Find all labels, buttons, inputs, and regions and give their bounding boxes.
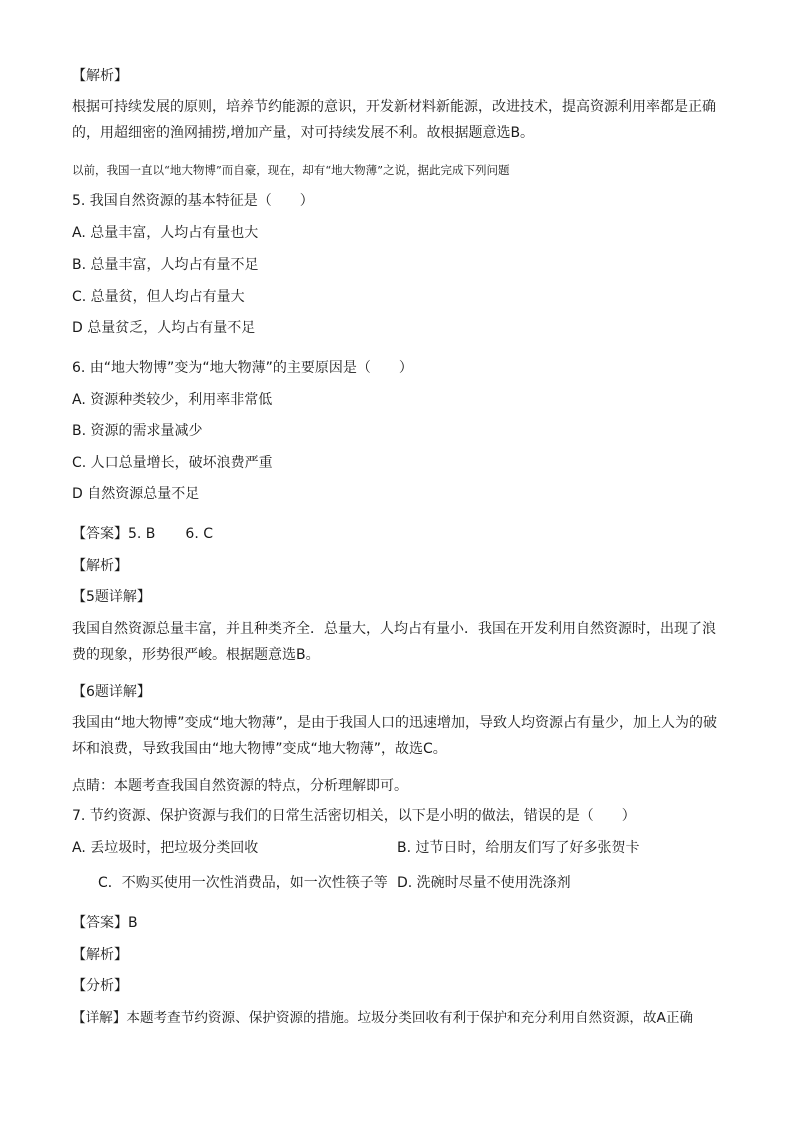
detail-5-paragraph: 我国自然资源总量丰富，并且种类齐全．总量大，人均占有量小．我国在开发利用自然资源时，出现了浪费的现象，形势很严峻。根据题意选B。 — [72, 621, 716, 663]
detail-6-heading: 【6题详解】 — [72, 684, 151, 700]
answer-5: 5. B — [128, 526, 156, 542]
detail-5-heading: 【5题详解】 — [72, 589, 151, 605]
question-5-option-a: A. 总量丰富，人均占有量也大 — [72, 225, 259, 241]
question-6-option-c: C. 人口总量增长，破坏浪费严重 — [72, 455, 273, 471]
question-5-stem: 5. 我国自然资源的基本特征是（ ） — [72, 193, 314, 209]
analysis-paragraph: 根据可持续发展的原则，培养节约能源的意识，开发新材料新能源，改进技术，提高资源利用率都是正确的，用超细密的渔网捕捞,增加产量，对可持续发展不利。故根据题意选B。 — [72, 99, 716, 141]
question-7-answer: 【答案】B — [72, 915, 138, 931]
question-6-option-d: D 自然资源总量不足 — [72, 486, 200, 502]
question-7-detail: 【详解】本题考查节约资源、保护资源的措施。垃圾分类回收有利于保护和充分利用自然资源，故A正确 — [72, 1010, 694, 1026]
question-5-option-d: D 总量贫乏，人均占有量不足 — [72, 320, 256, 336]
answer-label: 【答案】 — [72, 526, 128, 542]
question-6-option-a: A. 资源种类较少，利用率非常低 — [72, 392, 273, 408]
analysis-heading-5-6: 【解析】 — [72, 558, 128, 574]
question-5-option-c: C. 总量贫，但人均占有量大 — [72, 289, 245, 305]
question-7-option-d: D. 洗碗时尽量不使用洗涤剂 — [397, 875, 571, 891]
question-7-analysis-heading: 【解析】 — [72, 947, 128, 963]
question-5-option-b: B. 总量丰富，人均占有量不足 — [72, 257, 259, 273]
answer-6: 6. C — [185, 526, 214, 542]
question-intro: 以前，我国一直以“地大物博”而自豪，现在，却有“地大物薄”之说，据此完成下列问题 — [72, 163, 510, 177]
question-7-stem: 7. 节约资源、保护资源与我们的日常生活密切相关，以下是小明的做法，错误的是（ ） — [72, 808, 636, 824]
answer-line-5-6 — [72, 524, 213, 544]
question-7-option-b: B. 过节日时，给朋友们写了好多张贺卡 — [397, 840, 640, 856]
detail-6-paragraph: 我国由“地大物博”变成“地大物薄”，是由于我国人口的迅速增加，导致人均资源占有量少，加上人为的破坏和浪费，导致我国由“地大物博”变成“地大物薄”，故选C。 — [72, 715, 718, 757]
question-6-stem: 6. 由“地大物博”变为“地大物薄”的主要原因是（ ） — [72, 360, 413, 376]
question-7-fenxi-heading: 【分析】 — [72, 978, 128, 994]
question-7-option-a: A. 丢垃圾时，把垃圾分类回收 — [72, 840, 259, 856]
question-6-option-b: B. 资源的需求量减少 — [72, 423, 203, 439]
tip-line: 点睛：本题考查我国自然资源的特点，分析理解即可。 — [72, 778, 408, 794]
question-7-option-c: C．不购买使用一次性消费品，如一次性筷子等 — [98, 875, 388, 891]
analysis-heading: 【解析】 — [72, 68, 128, 84]
